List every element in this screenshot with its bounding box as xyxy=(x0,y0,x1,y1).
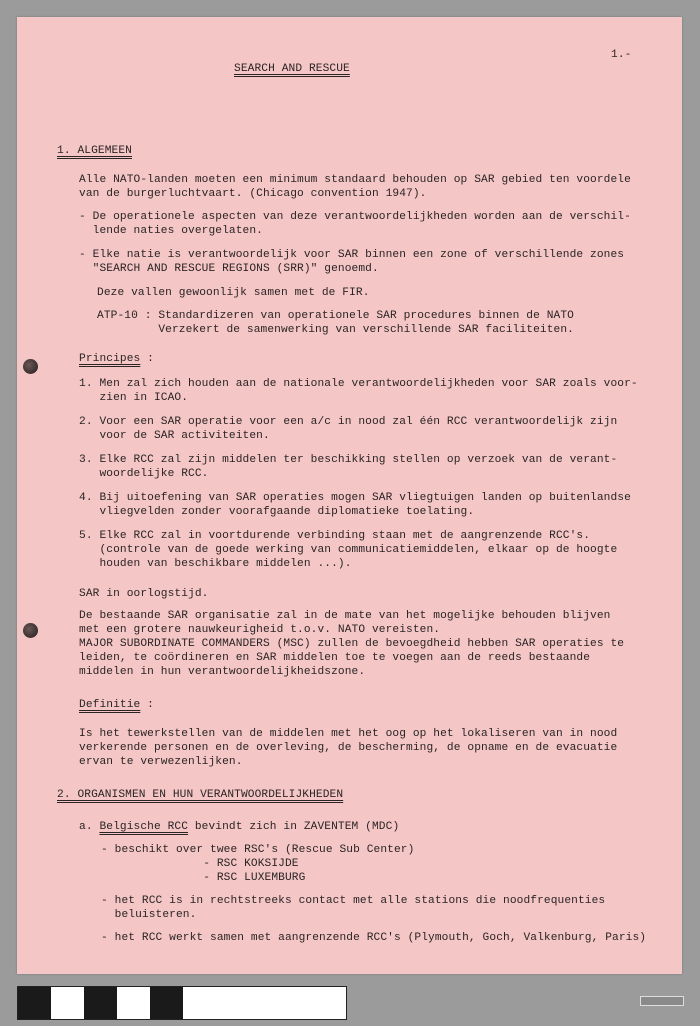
scale-block-white-2 xyxy=(117,987,150,1019)
document-page xyxy=(17,17,682,974)
scale-block-black-2 xyxy=(84,987,117,1019)
section-2a-line xyxy=(79,820,399,834)
principe-3-line-2: woordelijke RCC. xyxy=(79,468,209,480)
bullet-1-line-1: - De operationele aspecten van deze verantwoordelijkheden worden aan de verschil- xyxy=(79,211,631,223)
principe-2-line-2: voor de SAR activiteiten. xyxy=(79,430,270,442)
principe-4-line-2: vliegvelden zonder voorafgaande diplomatieke toelating. xyxy=(79,506,475,518)
scale-block-white-rest xyxy=(183,987,346,1019)
punch-hole-bottom xyxy=(23,623,38,638)
principe-5-line-1: 5. Elke RCC zal in voortdurende verbinding staan met de aangrenzende RCC's. xyxy=(79,530,591,542)
section-2-heading xyxy=(57,788,343,802)
definitie-heading xyxy=(79,698,154,712)
principes-heading xyxy=(79,352,154,366)
bullet-1-line-2: lende naties overgelaten. xyxy=(79,225,263,237)
scale-block-black-3 xyxy=(150,987,183,1019)
definitie-line-1: Is het tewerkstellen van de middelen met het oog op het lokaliseren van in nood xyxy=(79,728,618,740)
oorlog-line-1: De bestaande SAR organisatie zal in de mate van het mogelijke behouden blijven xyxy=(79,610,611,622)
principe-5-line-3: houden van beschikbare middelen ...). xyxy=(79,558,352,570)
principe-1-line-2: zien in ICAO. xyxy=(79,392,189,404)
definitie-line-3: ervan te verwezenlijken. xyxy=(79,756,243,768)
principe-4-line-1: 4. Bij uitoefening van SAR operaties mogen SAR vliegtuigen landen op buitenlandse xyxy=(79,492,631,504)
rcc-line-5: beluisteren. xyxy=(101,909,197,921)
atp-line-1: ATP-10 : Standardizeren van operationele SAR procedures binnen de NATO xyxy=(97,310,574,322)
section-2a-label: Belgische RCC xyxy=(99,821,189,833)
oorlog-line-5: middelen in hun verantwoordelijkheidszone. xyxy=(79,666,366,678)
atp-line-2: Verzekert de samenwerking van verschillende SAR faciliteiten. xyxy=(97,324,574,336)
principes-heading-text: Principes xyxy=(79,353,141,365)
principe-5-line-2: (controle van de goede werking van communicatiemiddelen, elkaar op de hoogte xyxy=(79,544,618,556)
scale-block-black-1 xyxy=(18,987,51,1019)
rcc-line-4: - het RCC is in rechtstreeks contact met alle stations die noodfrequenties xyxy=(101,895,606,907)
color-scale-bar xyxy=(17,986,347,1020)
rcc-line-2: - RSC KOKSIJDE xyxy=(101,858,299,870)
rcc-line-6: - het RCC werkt samen met aangrenzende RCC's (Plymouth, Goch, Valkenburg, Paris) xyxy=(101,932,647,944)
principe-2-line-1: 2. Voor een SAR operatie voor een a/c in nood zal één RCC verantwoordelijk zijn xyxy=(79,416,618,428)
fir-line: Deze vallen gewoonlijk samen met de FIR. xyxy=(97,287,370,299)
principes-heading-suffix: : xyxy=(140,353,154,365)
archive-tag xyxy=(640,996,684,1006)
page-title: SEARCH AND RESCUE xyxy=(234,63,350,75)
scale-block-white-1 xyxy=(51,987,84,1019)
oorlog-line-3: MAJOR SUBORDINATE COMMANDERS (MSC) zullen de bevoegdheid hebben SAR operaties te xyxy=(79,638,625,650)
rcc-line-3: - RSC LUXEMBURG xyxy=(101,872,306,884)
definitie-line-2: verkerende personen en de overleving, de bescherming, de opname en de evacuatie xyxy=(79,742,618,754)
principe-1-line-1: 1. Men zal zich houden aan de nationale verantwoordelijkheden voor SAR zoals voor- xyxy=(79,378,638,390)
page-number: 1.- xyxy=(611,49,632,61)
section-2a-rest: bevindt zich in ZAVENTEM (MDC) xyxy=(188,821,400,833)
bullet-2-line-1: - Elke natie is verantwoordelijk voor SAR binnen een zone of verschillende zones xyxy=(79,249,625,261)
definitie-heading-suffix: : xyxy=(140,699,154,711)
principe-3-line-1: 3. Elke RCC zal zijn middelen ter beschikking stellen op verzoek van de verant- xyxy=(79,454,618,466)
section-2-heading-text: 2. ORGANISMEN EN HUN VERANTWOORDELIJKHEDEN xyxy=(57,789,344,801)
section-1-heading xyxy=(57,144,132,158)
bullet-2-line-2: "SEARCH AND RESCUE REGIONS (SRR)" genoemd. xyxy=(79,263,379,275)
intro-line-1: Alle NATO-landen moeten een minimum standaard behouden op SAR gebied ten voordele xyxy=(79,174,631,186)
section-2a-prefix: a. xyxy=(79,821,100,833)
rcc-line-1: - beschikt over twee RSC's (Rescue Sub Center) xyxy=(101,844,415,856)
definitie-heading-text: Definitie xyxy=(79,699,141,711)
oorlog-line-2: met een grotere nauwkeurigheid t.o.v. NATO vereisten. xyxy=(79,624,441,636)
punch-hole-top xyxy=(23,359,38,374)
oorlog-heading: SAR in oorlogstijd. xyxy=(79,588,209,600)
section-1-heading-text: 1. ALGEMEEN xyxy=(57,145,132,157)
intro-line-2: van de burgerluchtvaart. (Chicago convention 1947). xyxy=(79,188,427,200)
oorlog-line-4: leiden, te coördineren en SAR middelen toe te voegen aan de reeds bestaande xyxy=(79,652,591,664)
